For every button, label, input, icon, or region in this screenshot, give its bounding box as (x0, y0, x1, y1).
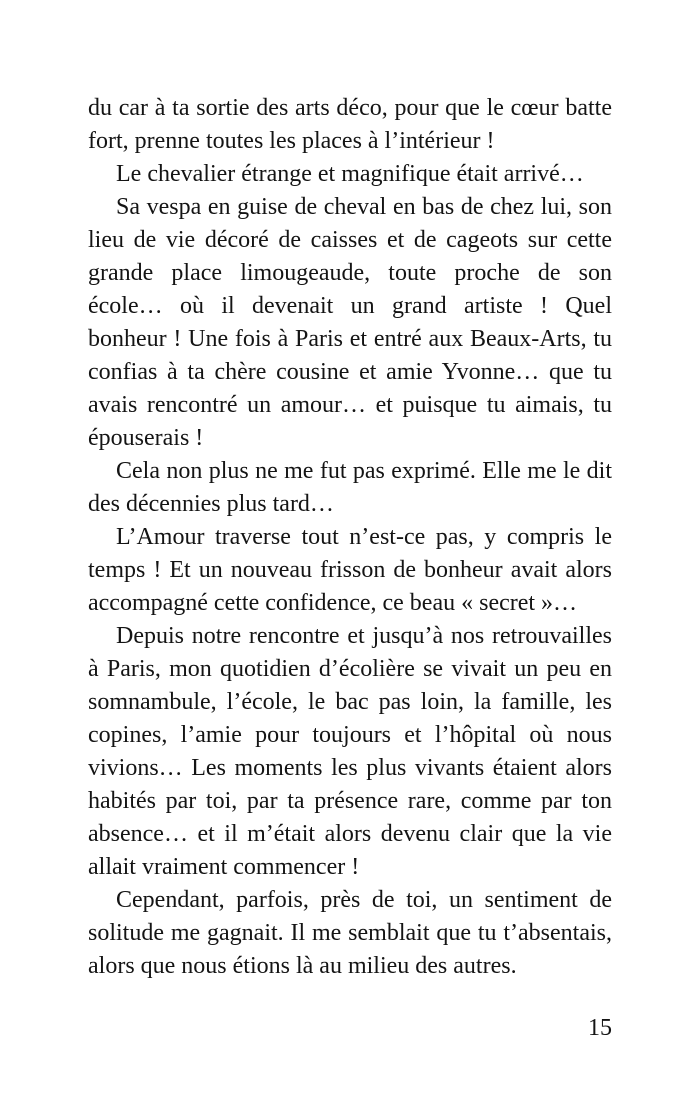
body-text (88, 92, 612, 983)
paragraph: L’Amour traverse tout n’est-ce pas, y compris le temps ! Et un nouveau frisson de bonheur avait alors accompagné cette confidence, ce beau « secret »… (88, 524, 612, 616)
paragraph: Cela non plus ne me fut pas exprimé. Elle me le dit des décennies plus tard… (88, 458, 612, 517)
page-number: 15 (588, 1015, 612, 1041)
paragraph: Cependant, parfois, près de toi, un sentiment de solitude me gagnait. Il me semblait que tu t’absentais, alors que nous étions là au milieu des autres. (88, 887, 612, 979)
paragraph: Sa vespa en guise de cheval en bas de chez lui, son lieu de vie décoré de caisses et de cageots sur cette grande place limougeaude, toute proche de son école… où il devenait un grand artiste ! Quel bonheur ! Une fois à Paris et entré aux Beaux-Arts, tu confias à ta chère cousine et amie Yvonne… que tu avais rencontré un amour… et puisque tu aimais, tu épouserais ! (88, 194, 612, 451)
paragraph: Le chevalier étrange et magnifique était arrivé… (116, 161, 584, 187)
paragraph: du car à ta sortie des arts déco, pour que le cœur batte fort, prenne toutes les places à l’intérieur ! (88, 95, 612, 154)
paragraph: Depuis notre rencontre et jusqu’à nos retrouvailles à Paris, mon quotidien d’écolière se vivait un peu en somnambule, l’école, le bac pas loin, la famille, les copines, l’amie pour toujours et l’hôpital où nous vivions… Les moments les plus vivants étaient alors habités par toi, par ta présence rare, comme par ton absence… et il m’était alors devenu clair que la vie allait vraiment commencer ! (88, 623, 612, 880)
